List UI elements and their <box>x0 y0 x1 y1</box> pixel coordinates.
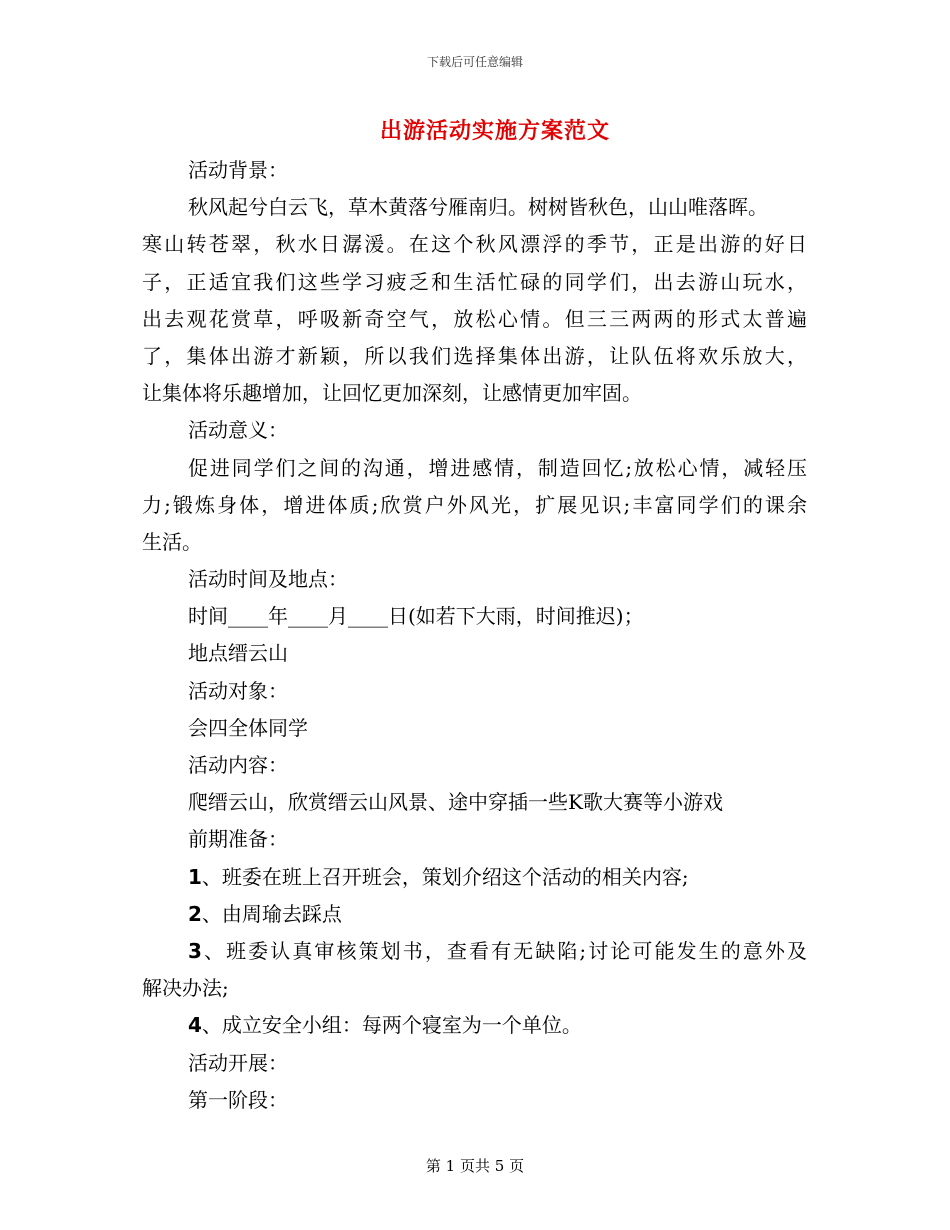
list-number: 2 <box>188 901 202 926</box>
page-footer: 第 1 页共 5 页 <box>425 1157 525 1175</box>
paragraph-line: 爬缙云山，欣赏缙云山风景、途中穿插一些K歌大赛等小游戏 <box>188 790 723 815</box>
list-item <box>142 1007 807 1044</box>
section-heading: 活动背景： <box>188 158 288 182</box>
section-heading: 活动开展： <box>188 1050 288 1075</box>
paragraph-line: 解决办法; <box>142 976 229 1001</box>
list-item-text: 、成立安全小组：每两个寝室为一个单位。 <box>201 1013 582 1038</box>
section-heading: 前期准备： <box>188 827 288 852</box>
list-item-text: 、班委认真审核策划书，查看有无缺陷;讨论可能发生的意外及 <box>201 938 807 963</box>
document-body <box>142 152 807 1119</box>
list-item-text: 、由周瑜去踩点 <box>201 901 342 926</box>
section-heading: 活动时间及地点： <box>188 567 348 592</box>
paragraph-line: 了，集体出游才新颖，所以我们选择集体出游，让队伍将欢乐放大， <box>142 343 807 368</box>
section-heading: 活动意义： <box>188 418 288 443</box>
paragraph-line: 会四全体同学 <box>188 715 308 740</box>
paragraph-line: 生活。 <box>142 529 202 554</box>
paragraph-line: 出去观花赏草，呼吸新奇空气，放松心情。但三三两两的形式太普遍 <box>142 306 807 331</box>
list-number: 4 <box>188 1013 202 1038</box>
header-note: 下载后可任意编辑 <box>426 55 523 69</box>
paragraph-line: 力;锻炼身体，增进体质;欣赏户外风光，扩展见识;丰富同学们的课余 <box>142 492 807 517</box>
list-item <box>142 859 807 896</box>
paragraph-line: 让集体将乐趣增加，让回忆更加深刻，让感情更加牢固。 <box>142 381 642 406</box>
paragraph-line: 子，正适宜我们这些学习疲乏和生活忙碌的同学们，出去游山玩水， <box>142 269 807 294</box>
paragraph-line: 地点缙云山 <box>188 641 288 666</box>
list-item <box>142 896 807 933</box>
section-heading: 活动对象： <box>188 678 288 703</box>
list-number: 1 <box>188 864 202 889</box>
paragraph-line: 促进同学们之间的沟通，增进感情，制造回忆;放松心情，减轻压 <box>188 455 807 480</box>
paragraph-line: 时间____年____月____日(如若下大雨，时间推迟)； <box>188 604 644 629</box>
section-heading: 活动内容： <box>188 753 288 777</box>
document-title: 出游活动实施方案范文 <box>379 118 610 144</box>
section-heading: 第一阶段： <box>188 1087 288 1112</box>
list-number: 3 <box>188 938 202 963</box>
paragraph-line: 秋风起兮白云飞，草木黄落兮雁南归。树树皆秋色，山山唯落晖。 <box>188 195 768 220</box>
list-item <box>142 933 807 970</box>
paragraph-line: 寒山转苍翠，秋水日潺湲。在这个秋风漂浮的季节，正是出游的好日 <box>142 232 807 257</box>
list-item-text: 、班委在班上召开班会，策划介绍这个活动的相关内容; <box>201 864 689 889</box>
